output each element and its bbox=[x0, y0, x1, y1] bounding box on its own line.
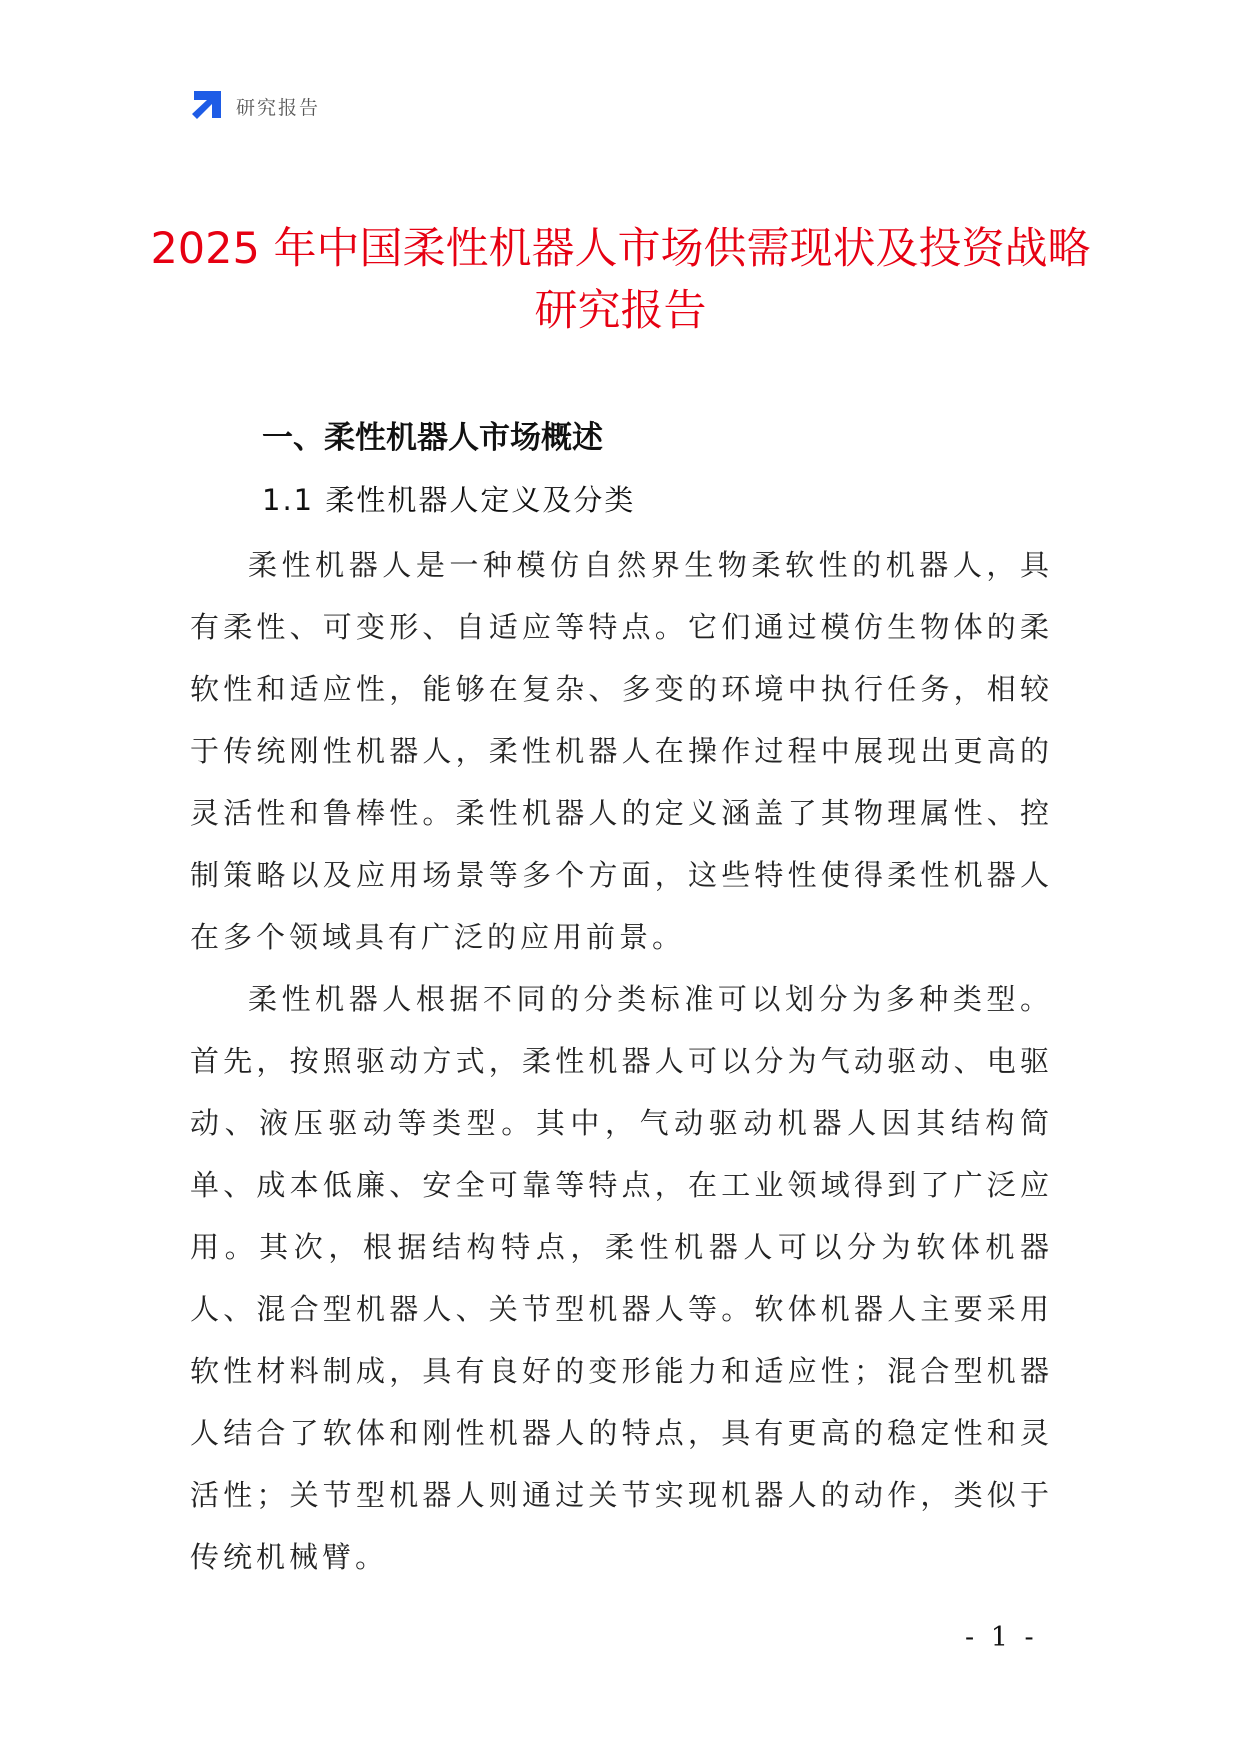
body-paragraph: 柔性机器人根据不同的分类标准可以划分为多种类型。首先，按照驱动方式，柔性机器人可以分为气动驱动、电驱动、液压驱动等类型。其中，气动驱动机器人因其结构简单、成本低廉、安全可靠等特点，在工业领域得到了广泛应用。其次，根据结构特点，柔性机器人可以分为软体机器人、混合型机器人、关节型机器人等。软体机器人主要采用软性材料制成，具有良好的变形能力和适应性；混合型机器人结合了软体和刚性机器人的特点，具有更高的稳定性和灵活性；关节型机器人则通过关节实现机器人的动作，类似于传统机械臂。 bbox=[190, 982, 1053, 1574]
section-heading: 一、柔性机器人市场概述 bbox=[262, 420, 603, 456]
document-header bbox=[188, 88, 320, 124]
report-title: 2025 年中国柔性机器人市场供需现状及投资战略研究报告 bbox=[150, 224, 1091, 336]
header-label: 研究报告 bbox=[236, 96, 321, 119]
subsection-heading: 1.1 柔性机器人定义及分类 bbox=[262, 483, 636, 517]
body-paragraph: 柔性机器人是一种模仿自然界生物柔软性的机器人，具有柔性、可变形、自适应等特点。它们通过模仿生物体的柔软性和适应性，能够在复杂、多变的环境中执行任务，相较于传统刚性机器人，柔性机器人在操作过程中展现出更高的灵活性和鲁棒性。柔性机器人的定义涵盖了其物理属性、控制策略以及应用场景等多个方面，这些特性使得柔性机器人在多个领域具有广泛的应用前景。 bbox=[190, 548, 1053, 954]
arrow-up-right-icon bbox=[188, 88, 224, 124]
page-number: - 1 - bbox=[965, 1622, 1038, 1653]
